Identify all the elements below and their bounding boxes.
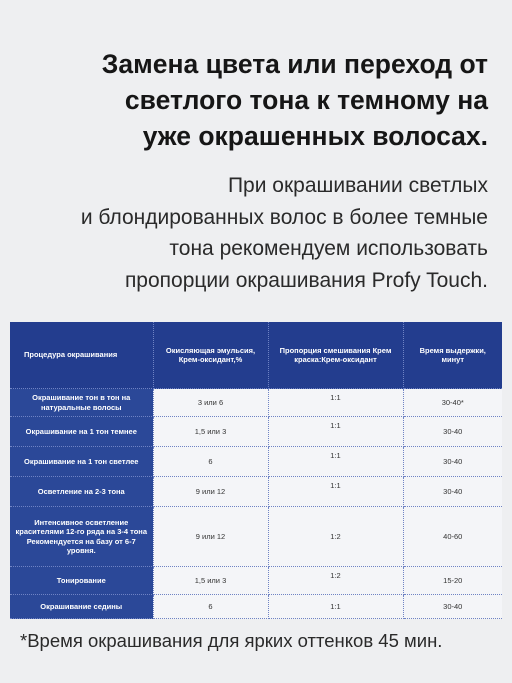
title-line: светлого тона к темному на xyxy=(124,85,488,115)
intro-line: пропорции окрашивания Profy Touch. xyxy=(124,268,488,292)
time-cell: 40-60 xyxy=(403,507,502,567)
procedure-cell: Осветление на 2-3 тона xyxy=(10,477,153,507)
header-procedure: Процедура окрашивания xyxy=(10,322,153,389)
procedure-cell: Интенсивное осветление красителями 12-го ряда на 3-4 тона Рекомендуется на базу от 6-7 уровня. xyxy=(10,507,153,567)
table-row xyxy=(10,595,502,619)
procedure-cell: Окрашивание тон в тон на натуральные волосы xyxy=(10,389,153,417)
oxidant-cell: 6 xyxy=(153,447,268,477)
footnote: *Время окрашивания для ярких оттенков 45 мин. xyxy=(20,630,443,651)
oxidant-cell: 9 или 12 xyxy=(153,507,268,567)
table-header-row xyxy=(10,322,502,389)
time-cell: 30-40 xyxy=(403,477,502,507)
oxidant-cell: 6 xyxy=(153,595,268,619)
procedure-cell: Тонирование xyxy=(10,567,153,595)
coloring-table xyxy=(10,322,502,618)
oxidant-cell: 1,5 или 3 xyxy=(153,417,268,447)
intro-line: При окрашивании светлых xyxy=(227,174,488,197)
table-row xyxy=(10,567,502,595)
ratio-cell: 1:2 xyxy=(268,567,403,595)
time-cell: 30-40 xyxy=(403,447,502,477)
intro-line: тона рекомендуем использовать xyxy=(169,237,488,260)
ratio-cell: 1:1 xyxy=(268,595,403,619)
time-cell: 15-20 xyxy=(403,567,502,595)
ratio-cell: 1:1 xyxy=(268,417,403,447)
procedure-cell: Окрашивание на 1 тон светлее xyxy=(10,447,153,477)
ratio-cell: 1:1 xyxy=(268,477,403,507)
table-row xyxy=(10,507,502,567)
page-title xyxy=(18,46,488,154)
table-row xyxy=(10,417,502,447)
table-row xyxy=(10,389,502,417)
header-time: Время выдержки, минут xyxy=(403,322,502,389)
ratio-cell: 1:2 xyxy=(268,507,403,567)
intro-text xyxy=(8,170,488,296)
table-row xyxy=(10,447,502,477)
time-cell: 30-40 xyxy=(403,417,502,447)
header-oxidant: Окисляющая эмульсия, Крем-оксидант,% xyxy=(153,322,268,389)
ratio-cell: 1:1 xyxy=(268,389,403,417)
header-ratio: Пропорция смешивания Крем краска:Крем-оксидант xyxy=(268,322,403,389)
table-row xyxy=(10,477,502,507)
title-line: уже окрашенных волосах. xyxy=(142,121,488,151)
oxidant-cell: 1,5 или 3 xyxy=(153,567,268,595)
procedure-cell: Окрашивание седины xyxy=(10,595,153,619)
title-line: Замена цвета или переход от xyxy=(101,49,488,79)
procedure-cell: Окрашивание на 1 тон темнее xyxy=(10,417,153,447)
ratio-cell: 1:1 xyxy=(268,447,403,477)
oxidant-cell: 9 или 12 xyxy=(153,477,268,507)
intro-line: и блондированных волос в более темные xyxy=(80,205,488,229)
time-cell: 30-40 xyxy=(403,595,502,619)
oxidant-cell: 3 или 6 xyxy=(153,389,268,417)
time-cell: 30-40* xyxy=(403,389,502,417)
